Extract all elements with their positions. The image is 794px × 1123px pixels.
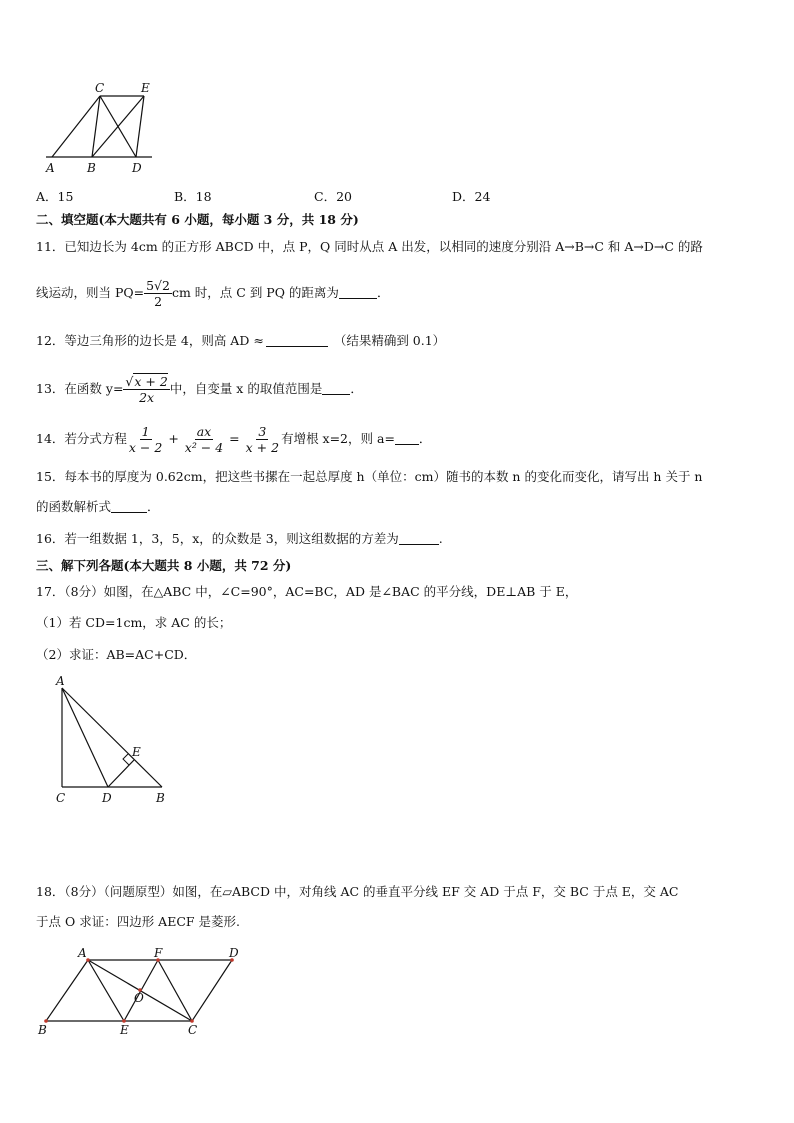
q11-line2 <box>36 274 389 312</box>
q13-answer-blank[interactable] <box>322 382 350 395</box>
q17-line1: 17．（8分）如图，在△ABC 中，∠C=90°，AC=BC，AD 是∠BAC 的平分线，DE⊥AB 于 E， <box>36 584 578 599</box>
q14-f2-num: ax <box>196 424 212 439</box>
label-E: E <box>141 81 150 95</box>
q11-text-a: 线运动，则当 PQ= <box>36 285 145 300</box>
q13-frac-num: x + 2 <box>134 374 168 389</box>
q18-line2: 于点 O 求证：四边形 AECF 是菱形. <box>36 914 241 929</box>
q12-answer-blank[interactable] <box>266 334 328 347</box>
q14-line: 14．若分式方程 $\frac{1}{x - 2}$ + $\frac{ax}{\text{x² − 4}}$ = $\frac{3}{x + 2}$ 有增根 x=2，则 a= ． <box>36 424 432 455</box>
figure-q18 <box>34 942 254 1038</box>
q14-f3-den: x + 2 <box>245 440 280 455</box>
label-E: E <box>120 1023 129 1037</box>
q16-line <box>36 530 443 548</box>
q12-text: 12．等边三角形的边长是 4，则高 AD ≈ <box>36 333 264 348</box>
q18-line1: 18．（8分）（问题原型）如图，在▱ABCD 中，对角线 AC 的垂直平分线 EF 交 AD 于点 F，交 BC 于点 E，交 AC <box>36 884 679 899</box>
label-O: O <box>134 991 144 1005</box>
label-D: D <box>229 946 239 960</box>
q15-answer-blank[interactable] <box>111 500 147 513</box>
q11-frac-num: 5√2 <box>146 278 170 293</box>
q13-end: ． <box>350 381 363 396</box>
q11-fraction <box>144 278 172 309</box>
q13-line <box>36 370 363 408</box>
q15-text: 的函数解析式 <box>36 499 112 514</box>
label-B: B <box>87 161 96 175</box>
label-C: C <box>188 1023 198 1037</box>
q11-frac-den: 2 <box>154 294 163 309</box>
q15-end: ． <box>147 499 160 514</box>
q10-option-b: B．18 <box>174 189 212 204</box>
q14-text-b: 有增根 x=2，则 a= <box>281 431 395 446</box>
q15-line2 <box>36 498 160 516</box>
label-D: D <box>102 791 112 805</box>
q13-text-a: 13．在函数 y= <box>36 381 124 396</box>
q10-option-d: D．24 <box>452 189 491 204</box>
q13-fraction: $\frac{√x + 2}{2x}$ <box>125 374 168 405</box>
figure-q17 <box>50 674 180 808</box>
q16-answer-blank[interactable] <box>399 532 439 545</box>
q14-end: ． <box>418 431 432 446</box>
q16-text: 16．若一组数据 1，3，5，x，的众数是 3，则这组数据的方差为 <box>36 531 399 546</box>
q17-line2: （1）若 CD=1cm，求 AC 的长； <box>36 615 232 630</box>
q11-end: ． <box>376 285 390 300</box>
q12-line <box>36 332 445 350</box>
figure-q10 <box>40 78 160 178</box>
q17-line3: （2）求证：AB=AC+CD． <box>36 647 197 662</box>
label-A: A <box>46 161 55 175</box>
label-B: B <box>38 1023 47 1037</box>
label-C: C <box>95 81 105 95</box>
q13-frac-den: 2x <box>139 390 155 405</box>
label-B: B <box>156 791 165 805</box>
q14-text-a: 14．若分式方程 <box>36 431 127 446</box>
q14-fraction-1 <box>127 424 164 455</box>
q12-note: （结果精确到 0.1） <box>333 333 446 348</box>
q14-answer-blank[interactable] <box>395 432 419 445</box>
q14-f2-den: x² − 4 <box>184 440 224 455</box>
q14-fraction-2 <box>183 424 225 455</box>
q14-f1-num: 1 <box>141 424 150 439</box>
q14-fraction-3 <box>244 424 281 455</box>
label-A: A <box>78 946 87 960</box>
label-C: C <box>56 791 66 805</box>
q13-text-b: 中，自变量 x 的取值范围是 <box>169 381 323 396</box>
q11-text-b: cm 时，点 C 到 PQ 的距离为 <box>171 285 339 300</box>
label-A: A <box>56 674 65 688</box>
q14-f3-num: 3 <box>258 424 267 439</box>
q11-answer-blank[interactable] <box>339 286 377 299</box>
label-E: E <box>132 745 141 759</box>
q15-line1: 15．每本书的厚度为 0.62cm，把这些书摞在一起总厚度 h（单位：cm）随书的本数 n 的变化而变化，请写出 h 关于 n <box>36 469 703 484</box>
q16-end: . <box>438 531 443 546</box>
label-F: F <box>154 946 163 960</box>
q10-option-c: C．20 <box>314 189 352 204</box>
q10-option-a: A．15 <box>36 189 74 204</box>
q14-f1-den: x − 2 <box>128 440 163 455</box>
section-heading-fill-blank: 二、填空题(本大题共有 6 小题，每小题 3 分，共 18 分) <box>36 212 359 227</box>
q11-line1: 11．已知边长为 4cm 的正方形 ABCD 中，点 P，Q 同时从点 A 出发，以相同的速度分别沿 A→B→C 和 A→D→C 的路 <box>36 239 703 254</box>
label-D: D <box>132 161 142 175</box>
section-heading-solve: 三、解下列各题(本大题共 8 小题，共 72 分) <box>36 558 292 573</box>
